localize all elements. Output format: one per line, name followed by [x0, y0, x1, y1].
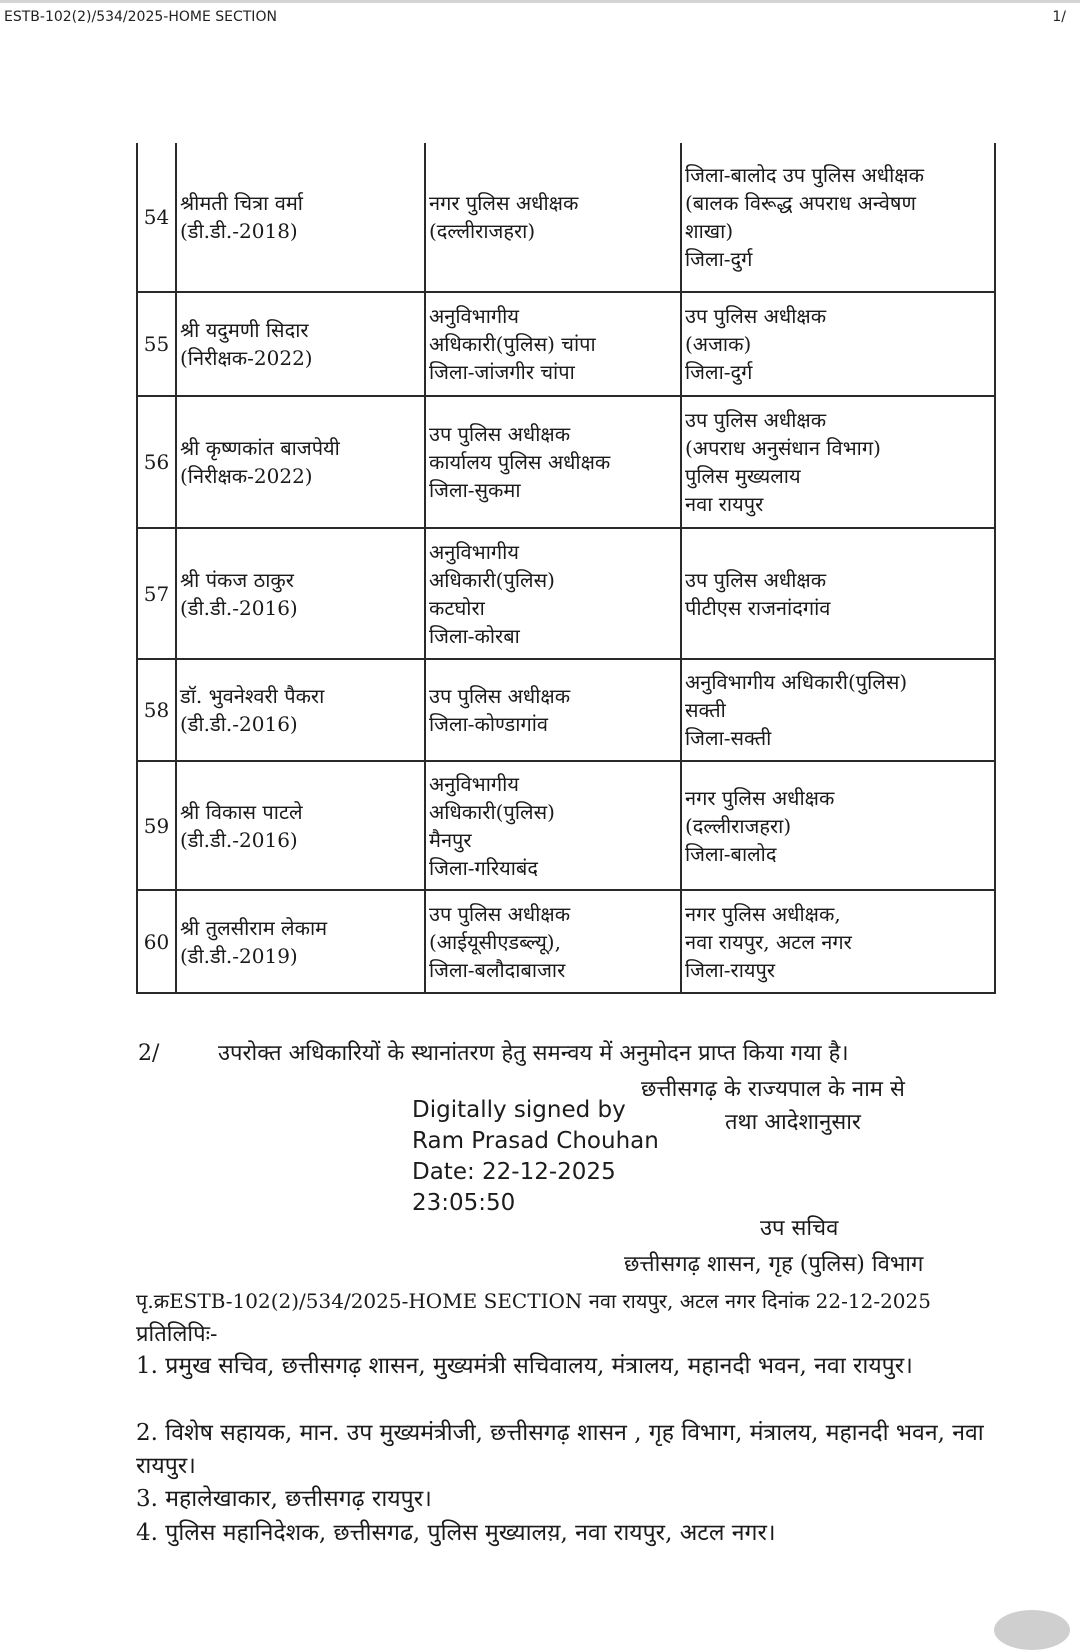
new-posting: नगर पुलिस अधीक्षक (दल्लीराजहरा) जिला-बालोद: [681, 761, 995, 890]
serial-number: 54: [137, 143, 176, 292]
officer-name: श्री यदुमणी सिदार (निरीक्षक-2022): [176, 292, 425, 396]
governor-order-line2: तथा आदेशानुसार: [725, 1110, 861, 1135]
new-posting: उप पुलिस अधीक्षक (अजाक) जिला-दुर्ग: [681, 292, 995, 396]
table-row: [137, 761, 995, 890]
list-item: 1. प्रमुख सचिव, छत्तीसगढ़ शासन, मुख्यमंत्री सचिवालय, मंत्रालय, महानदी भवन, नवा रायपुर।: [136, 1353, 913, 1379]
transfer-table: [136, 143, 996, 994]
copy-to-heading: प्रतिलिपिः-: [136, 1322, 218, 1347]
signature-time: 23:05:50: [412, 1190, 516, 1216]
serial-number: 56: [137, 396, 176, 528]
scroll-button[interactable]: [994, 1610, 1070, 1650]
paragraph-number: 2/: [138, 1041, 160, 1066]
page-number: 1/: [1052, 9, 1066, 25]
top-border: [0, 0, 1080, 3]
signature-line: Digitally signed by: [412, 1097, 626, 1123]
approval-text: उपरोक्त अधिकारियों के स्थानांतरण हेतु समन्वय में अनुमोदन प्राप्त किया गया है।: [218, 1041, 849, 1066]
table-row: [137, 292, 995, 396]
current-posting: उप पुलिस अधीक्षक जिला-कोण्डागांव: [425, 659, 681, 761]
serial-number: 59: [137, 761, 176, 890]
new-posting: नगर पुलिस अधीक्षक, नवा रायपुर, अटल नगर जिला-रायपुर: [681, 890, 995, 993]
signature-date: Date: 22-12-2025: [412, 1159, 616, 1185]
serial-number: 58: [137, 659, 176, 761]
serial-number: 57: [137, 528, 176, 659]
officer-name: श्रीमती चित्रा वर्मा (डी.डी.-2018): [176, 143, 425, 292]
list-item: 2. विशेष सहायक, मान. उप मुख्यमंत्रीजी, छत्तीसगढ़ शासन , गृह विभाग, मंत्रालय, महानदी भवन, नवा रायपुर।: [136, 1420, 984, 1479]
table-row: [137, 528, 995, 659]
current-posting: अनुविभागीय अधिकारी(पुलिस) कटघोरा जिला-कोरबा: [425, 528, 681, 659]
digital-signature: [412, 1095, 659, 1219]
serial-number: 55: [137, 292, 176, 396]
new-posting: जिला-बालोद उप पुलिस अधीक्षक (बालक विरूद्ध अपराध अन्वेषण शाखा) जिला-दुर्ग: [681, 143, 995, 292]
new-posting: अनुविभागीय अधिकारी(पुलिस) सक्ती जिला-सक्ती: [681, 659, 995, 761]
governor-order-line1: छत्तीसगढ़ के राज्यपाल के नाम से: [641, 1077, 905, 1102]
header-reference: ESTB-102(2)/534/2025-HOME SECTION: [4, 9, 277, 25]
officer-name: श्री पंकज ठाकुर (डी.डी.-2016): [176, 528, 425, 659]
current-posting: उप पुलिस अधीक्षक (आईयूसीएडब्ल्यू), जिला-बलौदाबाजार: [425, 890, 681, 993]
new-posting: उप पुलिस अधीक्षक (अपराध अनुसंधान विभाग) पुलिस मुख्यलाय नवा रायपुर: [681, 396, 995, 528]
table-row: [137, 396, 995, 528]
current-posting: नगर पुलिस अधीक्षक (दल्लीराजहरा): [425, 143, 681, 292]
officer-name: श्री तुलसीराम लेकाम (डी.डी.-2019): [176, 890, 425, 993]
current-posting: उप पुलिस अधीक्षक कार्यालय पुलिस अधीक्षक जिला-सुकमा: [425, 396, 681, 528]
current-posting: अनुविभागीय अधिकारी(पुलिस) चांपा जिला-जांजगीर चांपा: [425, 292, 681, 396]
serial-number: 60: [137, 890, 176, 993]
officer-name: श्री विकास पाटले (डी.डी.-2016): [176, 761, 425, 890]
designation-title: उप सचिव: [760, 1216, 839, 1241]
table-row: [137, 659, 995, 761]
current-posting: अनुविभागीय अधिकारी(पुलिस) मैनपुर जिला-गरियाबंद: [425, 761, 681, 890]
endorsement-reference: पृ.क्रESTB-102(2)/534/2025-HOME SECTION नवा रायपुर, अटल नगर दिनांक 22-12-2025: [136, 1289, 931, 1313]
list-item: 4. पुलिस महानिदेशक, छत्तीसगढ, पुलिस मुख्यालय़, नवा रायपुर, अटल नगर।: [136, 1520, 776, 1546]
signer-name: Ram Prasad Chouhan: [412, 1128, 659, 1154]
new-posting: उप पुलिस अधीक्षक पीटीएस राजनांदगांव: [681, 528, 995, 659]
department-name: छत्तीसगढ़ शासन, गृह (पुलिस) विभाग: [624, 1252, 924, 1277]
table-row: [137, 143, 995, 292]
table-row: [137, 890, 995, 993]
officer-name: डॉ. भुवनेश्वरी पैकरा (डी.डी.-2016): [176, 659, 425, 761]
approval-paragraph: [138, 1037, 849, 1067]
officer-name: श्री कृष्णकांत बाजपेयी (निरीक्षक-2022): [176, 396, 425, 528]
list-item: 3. महालेखाकार, छत्तीसगढ़ रायपुर।: [136, 1486, 432, 1512]
